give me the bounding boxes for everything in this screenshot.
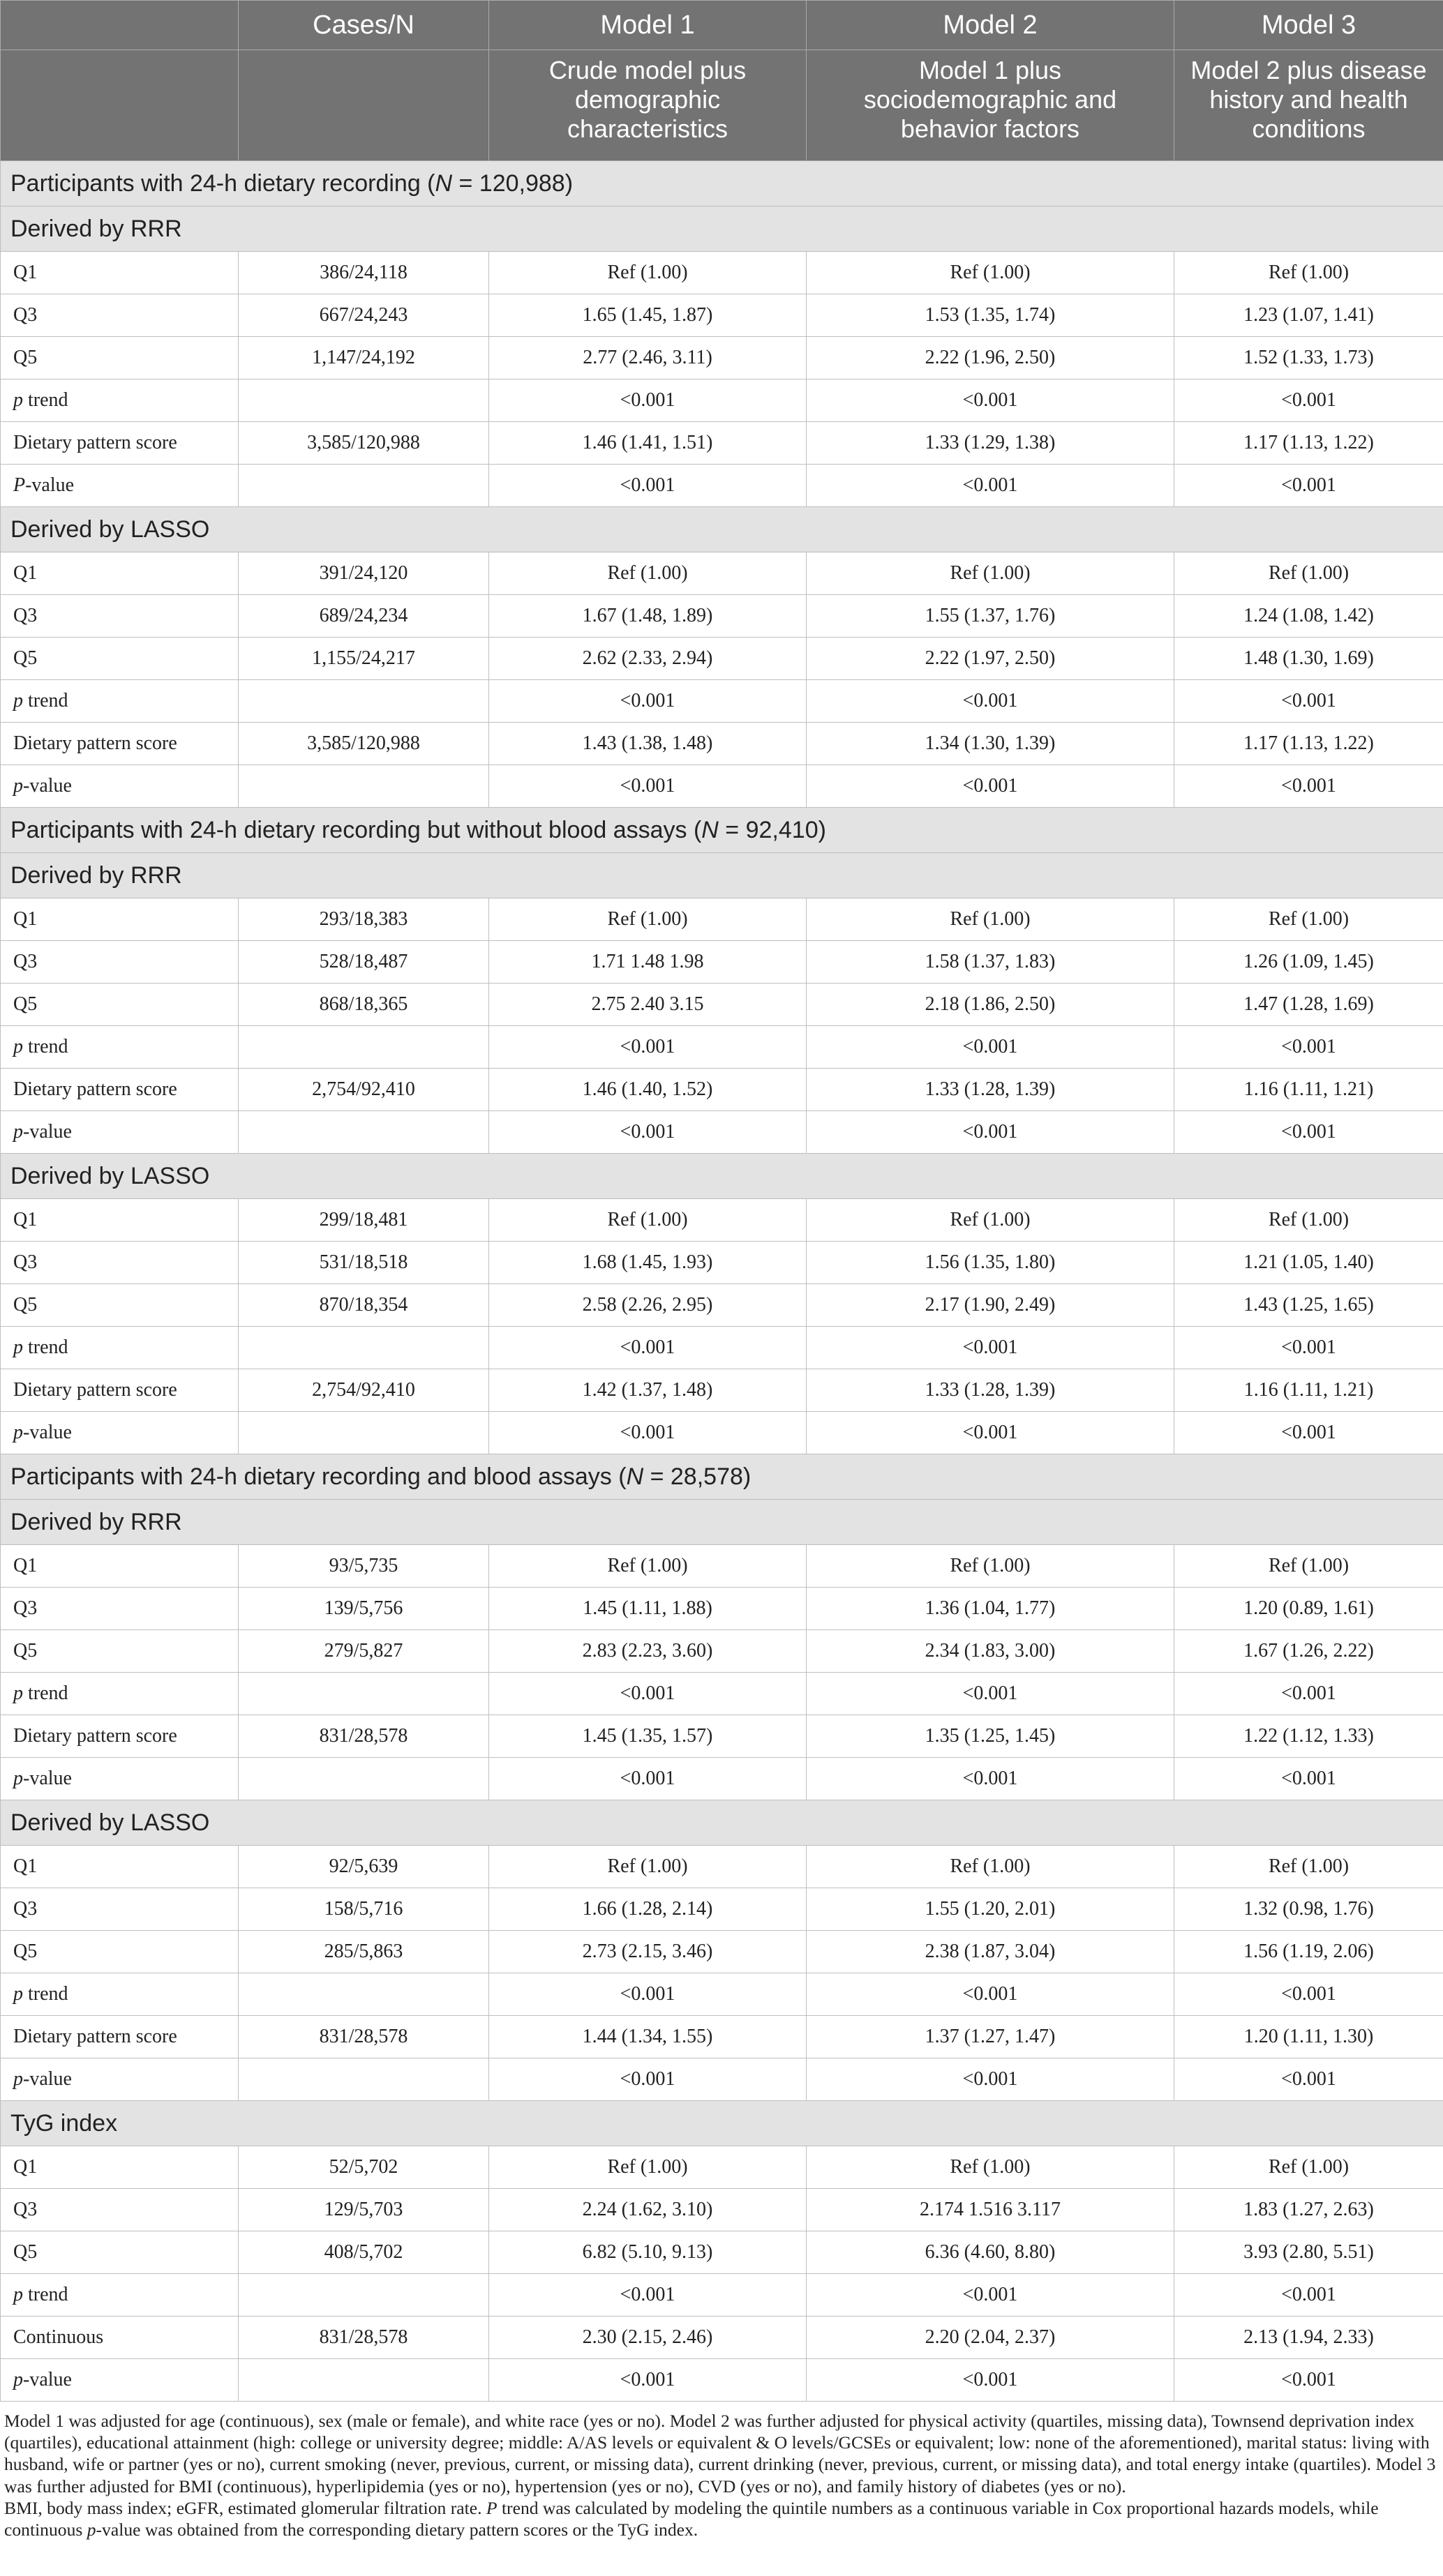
model-3-cell: 1.26 (1.09, 1.45) [1174, 941, 1443, 984]
row-label: Q1 [1, 252, 239, 294]
model-1-cell: <0.001 [489, 1327, 807, 1369]
table-row [1, 2231, 1443, 2274]
model-2-cell: 1.53 (1.35, 1.74) [807, 294, 1174, 337]
model-1-cell: Ref (1.00) [489, 1545, 807, 1588]
model-3-cell: <0.001 [1174, 680, 1443, 723]
table-row [1, 984, 1443, 1026]
model-3-cell: Ref (1.00) [1174, 1545, 1443, 1588]
model-3-cell: 1.22 (1.12, 1.33) [1174, 1715, 1443, 1758]
table-row [1, 1715, 1443, 1758]
model-3-cell: <0.001 [1174, 465, 1443, 507]
cases-n-cell [239, 1973, 489, 2016]
cases-n-cell: 870/18,354 [239, 1284, 489, 1327]
cases-n-cell [239, 379, 489, 422]
subheader-cases-n [239, 50, 489, 161]
table-row [1, 1284, 1443, 1327]
section-label: Derived by RRR [1, 206, 1443, 252]
table-row [1, 1758, 1443, 1800]
model-2-cell: Ref (1.00) [807, 1846, 1174, 1888]
model-2-cell: 1.56 (1.35, 1.80) [807, 1242, 1174, 1284]
cases-n-cell [239, 1111, 489, 1154]
model-1-cell: 2.75 2.40 3.15 [489, 984, 807, 1026]
table-row [1, 1630, 1443, 1673]
model-3-cell: 1.43 (1.25, 1.65) [1174, 1284, 1443, 1327]
model-1-cell: <0.001 [489, 1973, 807, 2016]
model-3-cell: <0.001 [1174, 1327, 1443, 1369]
row-label: Q3 [1, 941, 239, 984]
model-3-cell: 1.83 (1.27, 2.63) [1174, 2189, 1443, 2231]
model-1-cell: <0.001 [489, 465, 807, 507]
cases-n-cell: 3,585/120,988 [239, 422, 489, 465]
row-label: Dietary pattern score [1, 422, 239, 465]
model-1-cell: <0.001 [489, 2274, 807, 2317]
model-3-cell: <0.001 [1174, 1973, 1443, 2016]
row-label: Q5 [1, 1284, 239, 1327]
cases-n-cell: 299/18,481 [239, 1199, 489, 1242]
model-3-cell: 1.52 (1.33, 1.73) [1174, 337, 1443, 379]
cases-n-cell: 1,147/24,192 [239, 337, 489, 379]
row-label: p trend [1, 2274, 239, 2317]
model-1-cell: Ref (1.00) [489, 1199, 807, 1242]
table-row [1, 1069, 1443, 1111]
table-row [1, 2317, 1443, 2359]
table-body [1, 161, 1443, 2402]
model-3-cell: Ref (1.00) [1174, 1199, 1443, 1242]
model-2-cell: <0.001 [807, 465, 1174, 507]
model-3-cell: 2.13 (1.94, 2.33) [1174, 2317, 1443, 2359]
model-2-cell: 1.37 (1.27, 1.47) [807, 2016, 1174, 2058]
model-1-cell: 2.24 (1.62, 3.10) [489, 2189, 807, 2231]
cases-n-cell [239, 2359, 489, 2402]
model-1-cell: 1.42 (1.37, 1.48) [489, 1369, 807, 1412]
model-1-cell: Ref (1.00) [489, 1846, 807, 1888]
model-1-cell: <0.001 [489, 1412, 807, 1454]
section-label: Participants with 24-h dietary recording but without blood assays (N = 92,410) [1, 808, 1443, 853]
model-2-cell: <0.001 [807, 2359, 1174, 2402]
model-1-cell: 1.45 (1.11, 1.88) [489, 1588, 807, 1630]
model-1-cell: <0.001 [489, 765, 807, 808]
cases-n-cell [239, 2058, 489, 2101]
cases-n-cell: 831/28,578 [239, 1715, 489, 1758]
table-row [1, 2016, 1443, 2058]
model-2-cell: 1.55 (1.37, 1.76) [807, 595, 1174, 638]
model-2-cell: 2.22 (1.97, 2.50) [807, 638, 1174, 680]
table-row [1, 1545, 1443, 1588]
model-2-cell: <0.001 [807, 1327, 1174, 1369]
table-row [1, 2058, 1443, 2101]
model-2-cell: Ref (1.00) [807, 1545, 1174, 1588]
model-3-cell: 1.16 (1.11, 1.21) [1174, 1069, 1443, 1111]
table-row [1, 765, 1443, 808]
model-3-cell: 1.67 (1.26, 2.22) [1174, 1630, 1443, 1673]
cases-n-cell: 528/18,487 [239, 941, 489, 984]
row-label: Q3 [1, 2189, 239, 2231]
section-label: Derived by LASSO [1, 1154, 1443, 1199]
model-2-cell: Ref (1.00) [807, 252, 1174, 294]
model-3-cell: <0.001 [1174, 1673, 1443, 1715]
table-row [1, 1846, 1443, 1888]
cases-n-cell [239, 680, 489, 723]
model-1-cell: Ref (1.00) [489, 2146, 807, 2189]
model-2-cell: 2.22 (1.96, 2.50) [807, 337, 1174, 379]
footnote-abbreviations: BMI, body mass index; eGFR, estimated glomerular filtration rate. P trend was calculated by modeling the quintile numbers as a continuous variable in Cox proportional hazards models, while continuous p-value was obtained from the corresponding dietary pattern scores or the TyG index. [4, 2497, 1379, 2540]
model-3-cell: <0.001 [1174, 765, 1443, 808]
table-row [1, 898, 1443, 941]
table-row [1, 1973, 1443, 2016]
row-label: p-value [1, 765, 239, 808]
header-model-3: Model 3 [1174, 1, 1443, 50]
model-2-cell: 1.35 (1.25, 1.45) [807, 1715, 1174, 1758]
row-label: p trend [1, 680, 239, 723]
model-3-cell: 1.17 (1.13, 1.22) [1174, 723, 1443, 765]
row-label: p-value [1, 1111, 239, 1154]
section-header-row [1, 853, 1443, 898]
model-1-cell: Ref (1.00) [489, 252, 807, 294]
model-1-cell: <0.001 [489, 379, 807, 422]
cases-n-cell [239, 1327, 489, 1369]
row-label: p-value [1, 2359, 239, 2402]
section-header-row [1, 206, 1443, 252]
model-1-cell: <0.001 [489, 1758, 807, 1800]
cases-n-cell: 831/28,578 [239, 2317, 489, 2359]
model-2-cell: 2.38 (1.87, 3.04) [807, 1931, 1174, 1973]
section-header-row [1, 1800, 1443, 1846]
model-3-cell: 3.93 (2.80, 5.51) [1174, 2231, 1443, 2274]
row-label: Q5 [1, 1630, 239, 1673]
section-label: Derived by RRR [1, 1500, 1443, 1545]
section-label: Participants with 24-h dietary recording (N = 120,988) [1, 161, 1443, 206]
row-label: p-value [1, 1412, 239, 1454]
table-row [1, 1412, 1443, 1454]
model-1-cell: 2.30 (2.15, 2.46) [489, 2317, 807, 2359]
table-row [1, 2189, 1443, 2231]
model-3-cell: 1.56 (1.19, 2.06) [1174, 1931, 1443, 1973]
model-3-cell: 1.24 (1.08, 1.42) [1174, 595, 1443, 638]
model-3-cell: <0.001 [1174, 379, 1443, 422]
subheader-model-1: Crude model plus demographic characteristics [489, 50, 807, 161]
subheader-model-2: Model 1 plus sociodemographic and behavior factors [807, 50, 1174, 161]
model-2-cell: 1.33 (1.28, 1.39) [807, 1369, 1174, 1412]
row-label: p-value [1, 1758, 239, 1800]
cases-n-cell: 93/5,735 [239, 1545, 489, 1588]
row-label: Q1 [1, 552, 239, 595]
model-1-cell: 2.62 (2.33, 2.94) [489, 638, 807, 680]
model-3-cell: <0.001 [1174, 2274, 1443, 2317]
model-1-cell: <0.001 [489, 1111, 807, 1154]
row-label: p trend [1, 379, 239, 422]
model-3-cell: <0.001 [1174, 1412, 1443, 1454]
model-3-cell: 1.21 (1.05, 1.40) [1174, 1242, 1443, 1284]
table-row [1, 1931, 1443, 1973]
model-3-cell: Ref (1.00) [1174, 2146, 1443, 2189]
cases-n-cell [239, 2274, 489, 2317]
model-1-cell: 1.46 (1.41, 1.51) [489, 422, 807, 465]
model-3-cell: 1.48 (1.30, 1.69) [1174, 638, 1443, 680]
model-2-cell: 1.33 (1.28, 1.39) [807, 1069, 1174, 1111]
table-row [1, 294, 1443, 337]
section-header-row [1, 2101, 1443, 2146]
table-row [1, 1369, 1443, 1412]
model-2-cell: 2.34 (1.83, 3.00) [807, 1630, 1174, 1673]
model-3-cell: 1.17 (1.13, 1.22) [1174, 422, 1443, 465]
table-row [1, 252, 1443, 294]
row-label: Q1 [1, 1545, 239, 1588]
table-row [1, 680, 1443, 723]
section-header-row [1, 161, 1443, 206]
model-1-cell: <0.001 [489, 2359, 807, 2402]
model-2-cell: Ref (1.00) [807, 898, 1174, 941]
model-3-cell: Ref (1.00) [1174, 552, 1443, 595]
cases-n-cell: 1,155/24,217 [239, 638, 489, 680]
subheader-blank [1, 50, 239, 161]
model-2-cell: 6.36 (4.60, 8.80) [807, 2231, 1174, 2274]
row-label: Q1 [1, 1199, 239, 1242]
row-label: Dietary pattern score [1, 2016, 239, 2058]
model-1-cell: 1.66 (1.28, 2.14) [489, 1888, 807, 1931]
model-2-cell: 1.58 (1.37, 1.83) [807, 941, 1174, 984]
row-label: Q1 [1, 898, 239, 941]
cases-n-cell: 279/5,827 [239, 1630, 489, 1673]
table-row [1, 337, 1443, 379]
model-1-cell: 6.82 (5.10, 9.13) [489, 2231, 807, 2274]
model-3-cell: <0.001 [1174, 1111, 1443, 1154]
table-row [1, 1111, 1443, 1154]
cases-n-cell [239, 1758, 489, 1800]
table-row [1, 2274, 1443, 2317]
model-2-cell: <0.001 [807, 1026, 1174, 1069]
header-model-1: Model 1 [489, 1, 807, 50]
model-3-cell: <0.001 [1174, 2359, 1443, 2402]
table-row [1, 1673, 1443, 1715]
model-1-cell: 2.77 (2.46, 3.11) [489, 337, 807, 379]
model-3-cell: Ref (1.00) [1174, 898, 1443, 941]
model-2-cell: <0.001 [807, 1412, 1174, 1454]
model-2-cell: <0.001 [807, 379, 1174, 422]
row-label: p trend [1, 1673, 239, 1715]
model-2-cell: Ref (1.00) [807, 1199, 1174, 1242]
subheader-model-3: Model 2 plus disease history and health conditions [1174, 50, 1443, 161]
row-label: Q5 [1, 337, 239, 379]
table-row [1, 422, 1443, 465]
model-2-cell: 1.36 (1.04, 1.77) [807, 1588, 1174, 1630]
row-label: P-value [1, 465, 239, 507]
row-label: p-value [1, 2058, 239, 2101]
cases-n-cell: 408/5,702 [239, 2231, 489, 2274]
table-row [1, 552, 1443, 595]
table-row [1, 723, 1443, 765]
cases-n-cell: 831/28,578 [239, 2016, 489, 2058]
model-2-cell: 1.34 (1.30, 1.39) [807, 723, 1174, 765]
cases-n-cell: 689/24,234 [239, 595, 489, 638]
row-label: Q3 [1, 294, 239, 337]
cases-n-cell: 391/24,120 [239, 552, 489, 595]
model-3-cell: 1.20 (0.89, 1.61) [1174, 1588, 1443, 1630]
model-1-cell: Ref (1.00) [489, 552, 807, 595]
cases-n-cell: 129/5,703 [239, 2189, 489, 2231]
row-label: Q3 [1, 1242, 239, 1284]
table-row [1, 1199, 1443, 1242]
cases-n-cell: 531/18,518 [239, 1242, 489, 1284]
section-header-row [1, 1454, 1443, 1500]
section-label: Derived by LASSO [1, 507, 1443, 552]
footnote-models: Model 1 was adjusted for age (continuous), sex (male or female), and white race (yes or no). Model 2 was further adjusted for physical activity (quartiles, missing data), Townsend deprivation index (quartiles), educational attainment (high: college or university degree; middle: A/AS levels or equivalent & O levels/GCSEs or equivalent; low: none of the aforementioned), marital status: living with husband, wife or partner (yes or no), current smoking (never, previous, current, or missing data), current drinking (never, previous, current, or missing data), and total energy intake (quartiles). Model 3 was further adjusted for BMI (continuous), hyperlipidemia (yes or no), hypertension (yes or no), CVD (yes or no), and family history of diabetes (yes or no). [4, 2411, 1436, 2496]
table-row [1, 465, 1443, 507]
section-label: TyG index [1, 2101, 1443, 2146]
model-3-cell: 1.23 (1.07, 1.41) [1174, 294, 1443, 337]
row-label: Q1 [1, 1846, 239, 1888]
row-label: Dietary pattern score [1, 723, 239, 765]
model-1-cell: 1.44 (1.34, 1.55) [489, 2016, 807, 2058]
row-label: Dietary pattern score [1, 1369, 239, 1412]
header-blank [1, 1, 239, 50]
model-3-cell: <0.001 [1174, 2058, 1443, 2101]
model-2-cell: <0.001 [807, 1673, 1174, 1715]
cases-n-cell: 868/18,365 [239, 984, 489, 1026]
row-label: Q5 [1, 2231, 239, 2274]
row-label: Dietary pattern score [1, 1069, 239, 1111]
row-label: p trend [1, 1973, 239, 2016]
model-2-cell: 2.17 (1.90, 2.49) [807, 1284, 1174, 1327]
cases-n-cell: 386/24,118 [239, 252, 489, 294]
model-1-cell: 1.45 (1.35, 1.57) [489, 1715, 807, 1758]
table-row [1, 595, 1443, 638]
section-header-row [1, 808, 1443, 853]
row-label: Q1 [1, 2146, 239, 2189]
header-row-models [1, 1, 1443, 50]
cases-n-cell [239, 1673, 489, 1715]
model-1-cell: <0.001 [489, 1026, 807, 1069]
table-row [1, 1026, 1443, 1069]
model-1-cell: 1.68 (1.45, 1.93) [489, 1242, 807, 1284]
row-label: Q3 [1, 1588, 239, 1630]
table-row [1, 2359, 1443, 2402]
section-label: Participants with 24-h dietary recording and blood assays (N = 28,578) [1, 1454, 1443, 1500]
row-label: p trend [1, 1026, 239, 1069]
cases-n-cell: 293/18,383 [239, 898, 489, 941]
row-label: Q5 [1, 984, 239, 1026]
model-3-cell: 1.20 (1.11, 1.30) [1174, 2016, 1443, 2058]
cases-n-cell [239, 465, 489, 507]
cases-n-cell: 667/24,243 [239, 294, 489, 337]
table-row [1, 1327, 1443, 1369]
table-header [1, 1, 1443, 161]
row-label: Q5 [1, 1931, 239, 1973]
table-row [1, 1888, 1443, 1931]
table-row [1, 2146, 1443, 2189]
model-3-cell: 1.16 (1.11, 1.21) [1174, 1369, 1443, 1412]
table-row [1, 941, 1443, 984]
row-label: p trend [1, 1327, 239, 1369]
section-header-row [1, 507, 1443, 552]
model-2-cell: <0.001 [807, 1973, 1174, 2016]
cases-n-cell: 2,754/92,410 [239, 1369, 489, 1412]
cases-n-cell: 92/5,639 [239, 1846, 489, 1888]
model-1-cell: 1.46 (1.40, 1.52) [489, 1069, 807, 1111]
model-1-cell: 2.83 (2.23, 3.60) [489, 1630, 807, 1673]
cases-n-cell: 2,754/92,410 [239, 1069, 489, 1111]
model-2-cell: 2.174 1.516 3.117 [807, 2189, 1174, 2231]
cases-n-cell [239, 1412, 489, 1454]
model-3-cell: <0.001 [1174, 1026, 1443, 1069]
model-1-cell: 1.67 (1.48, 1.89) [489, 595, 807, 638]
model-1-cell: <0.001 [489, 2058, 807, 2101]
model-2-cell: <0.001 [807, 2274, 1174, 2317]
section-header-row [1, 1154, 1443, 1199]
table-row [1, 638, 1443, 680]
model-1-cell: 1.65 (1.45, 1.87) [489, 294, 807, 337]
model-1-cell: 1.43 (1.38, 1.48) [489, 723, 807, 765]
header-row-descriptions [1, 50, 1443, 161]
row-label: Q3 [1, 595, 239, 638]
cases-n-cell: 139/5,756 [239, 1588, 489, 1630]
model-2-cell: <0.001 [807, 2058, 1174, 2101]
model-2-cell: 2.20 (2.04, 2.37) [807, 2317, 1174, 2359]
model-3-cell: <0.001 [1174, 1758, 1443, 1800]
cases-n-cell: 3,585/120,988 [239, 723, 489, 765]
cases-n-cell: 52/5,702 [239, 2146, 489, 2189]
model-2-cell: Ref (1.00) [807, 2146, 1174, 2189]
header-model-2: Model 2 [807, 1, 1174, 50]
table-row [1, 1588, 1443, 1630]
model-1-cell: 1.71 1.48 1.98 [489, 941, 807, 984]
model-2-cell: <0.001 [807, 1758, 1174, 1800]
model-2-cell: 1.55 (1.20, 2.01) [807, 1888, 1174, 1931]
row-label: Q5 [1, 638, 239, 680]
model-2-cell: <0.001 [807, 765, 1174, 808]
model-2-cell: <0.001 [807, 1111, 1174, 1154]
table-row [1, 379, 1443, 422]
row-label: Dietary pattern score [1, 1715, 239, 1758]
model-3-cell: 1.32 (0.98, 1.76) [1174, 1888, 1443, 1931]
cases-n-cell: 285/5,863 [239, 1931, 489, 1973]
model-1-cell: 2.58 (2.26, 2.95) [489, 1284, 807, 1327]
cases-n-cell [239, 1026, 489, 1069]
table-footnote [0, 2402, 1443, 2540]
section-label: Derived by RRR [1, 853, 1443, 898]
table-row [1, 1242, 1443, 1284]
cases-n-cell: 158/5,716 [239, 1888, 489, 1931]
model-3-cell: Ref (1.00) [1174, 1846, 1443, 1888]
model-3-cell: 1.47 (1.28, 1.69) [1174, 984, 1443, 1026]
cases-n-cell [239, 765, 489, 808]
model-1-cell: <0.001 [489, 680, 807, 723]
model-2-cell: 2.18 (1.86, 2.50) [807, 984, 1174, 1026]
row-label: Continuous [1, 2317, 239, 2359]
model-2-cell: Ref (1.00) [807, 552, 1174, 595]
row-label: Q3 [1, 1888, 239, 1931]
model-1-cell: 2.73 (2.15, 3.46) [489, 1931, 807, 1973]
model-2-cell: 1.33 (1.29, 1.38) [807, 422, 1174, 465]
model-1-cell: <0.001 [489, 1673, 807, 1715]
section-header-row [1, 1500, 1443, 1545]
model-1-cell: Ref (1.00) [489, 898, 807, 941]
section-label: Derived by LASSO [1, 1800, 1443, 1846]
header-cases-n: Cases/N [239, 1, 489, 50]
model-3-cell: Ref (1.00) [1174, 252, 1443, 294]
model-2-cell: <0.001 [807, 680, 1174, 723]
